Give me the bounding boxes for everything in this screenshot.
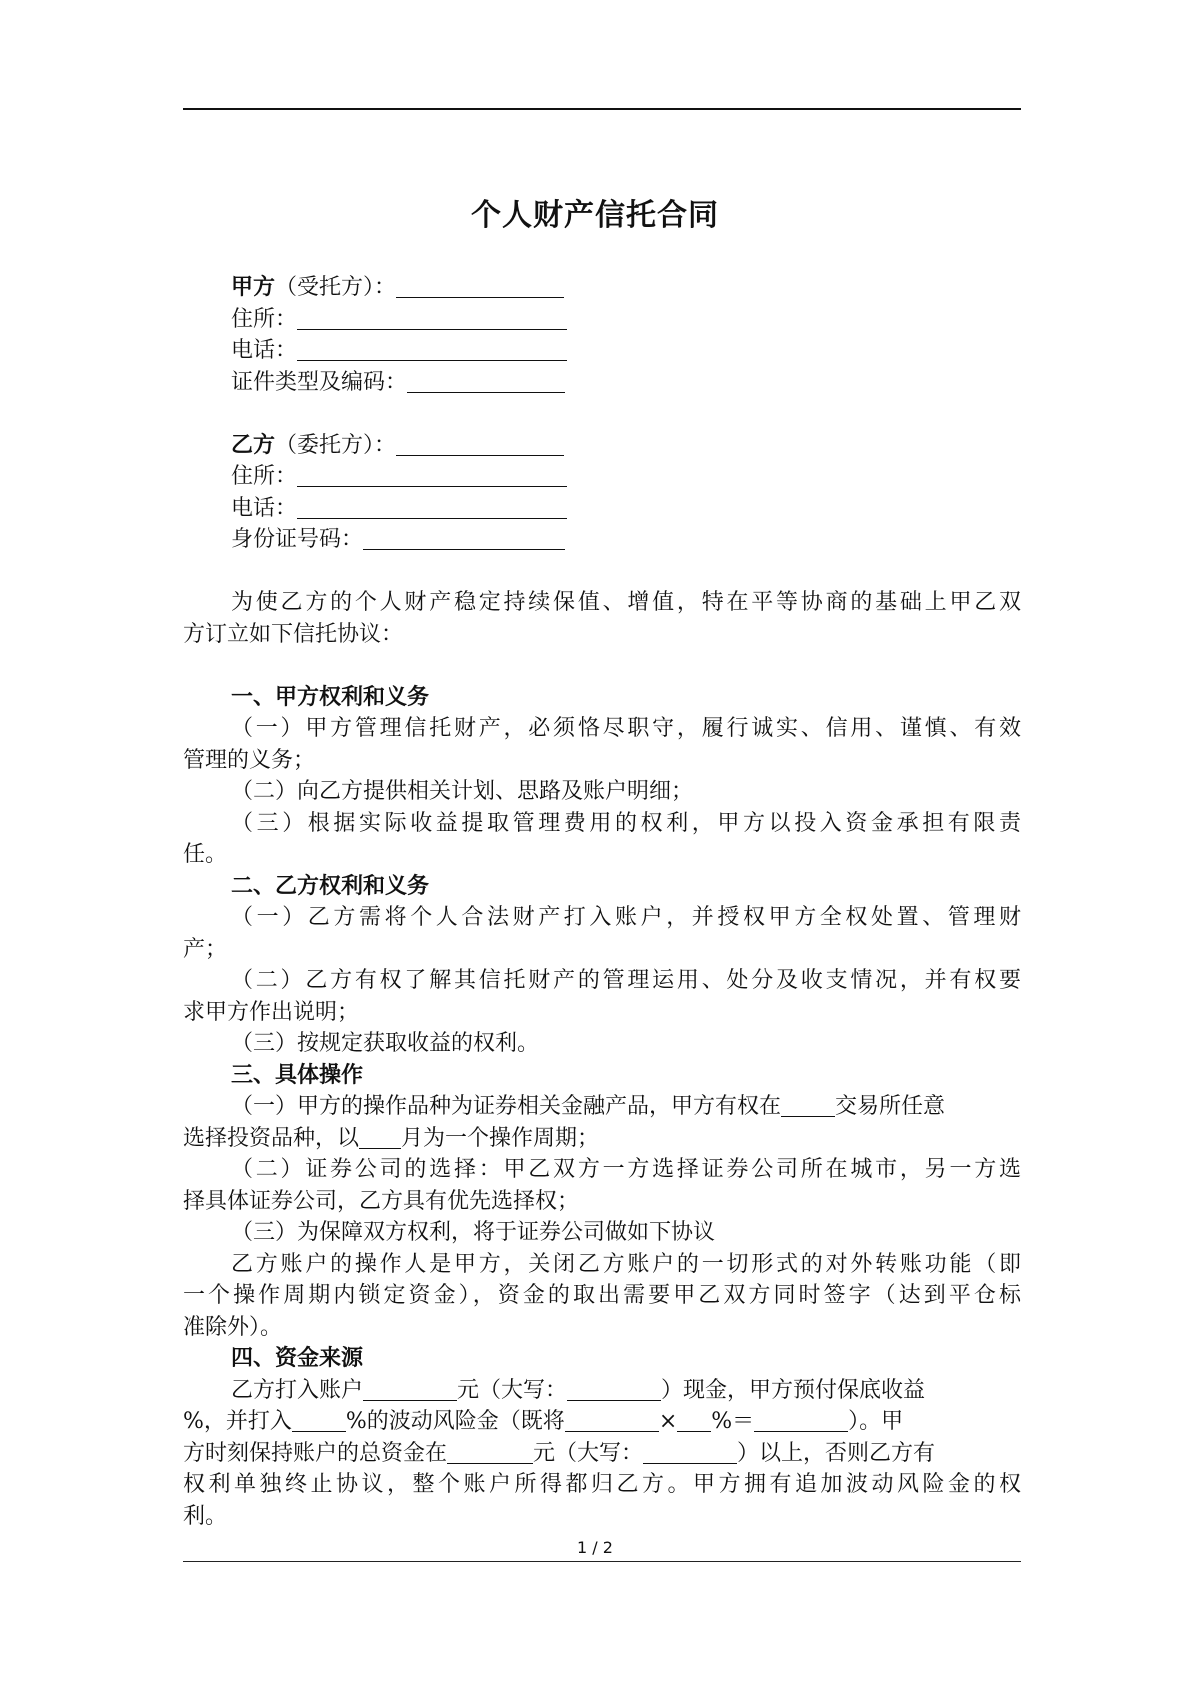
section-4-line-1 <box>183 1375 1021 1407</box>
party-a-address-label: 住所： <box>231 306 298 332</box>
section-4-line-3-a: 方时刻保持账户的总资金在 <box>183 1440 448 1466</box>
section-3-line-1-b: 交易所任意 <box>835 1094 946 1119</box>
party-b-line <box>183 430 1021 462</box>
section-4-line-3 <box>183 1438 1021 1470</box>
contract-body <box>183 272 1021 1532</box>
section-4-line-2-c: × <box>658 1409 678 1434</box>
section-1-line-4: （三）根据实际收益提取管理费用的权利，甲方以投入资金承担有限责 <box>231 810 1021 836</box>
section-3-line-2 <box>183 1123 1021 1155</box>
exchange-blank[interactable] <box>781 1094 835 1117</box>
section-1-line-2: 管理的义务； <box>183 747 316 773</box>
party-b-label: 乙方 <box>231 432 276 458</box>
section-4-line-2-b: %的波动风险金（既将 <box>345 1409 565 1434</box>
section-4-line-3-c: ）以上，否则乙方有 <box>737 1440 936 1466</box>
party-a-id-blank[interactable] <box>407 370 565 393</box>
party-b-idnum-line <box>183 524 1021 556</box>
party-a-label: 甲方 <box>231 275 276 300</box>
header-rule <box>183 108 1021 110</box>
section-4-line-1-a: 乙方打入账户 <box>231 1377 364 1403</box>
party-b-role: （委托方）： <box>275 432 397 458</box>
party-a-address-blank[interactable] <box>297 307 567 330</box>
party-a-name-blank[interactable] <box>396 275 564 298</box>
section-1-line-5: 任。 <box>183 842 228 867</box>
section-3-line-2-a: 选择投资品种，以 <box>183 1125 360 1151</box>
preamble-line-2: 方订立如下信托协议： <box>183 621 404 647</box>
section-4-line-2-e: ）。甲 <box>848 1409 904 1434</box>
section-4-line-5: 利。 <box>183 1503 228 1529</box>
section-3-line-4: 择具体证券公司，乙方具有优先选择权； <box>183 1188 580 1214</box>
risk-result-blank[interactable] <box>754 1409 848 1432</box>
party-a-line <box>183 272 1021 304</box>
section-3-line-6: 乙方账户的操作人是甲方，关闭乙方账户的一切形式的对外转账功能（即 <box>231 1251 1021 1277</box>
document-title: 个人财产信托合同 <box>471 198 719 233</box>
section-3-line-3: （二）证券公司的选择：甲乙双方一方选择证券公司所在城市，另一方选 <box>231 1157 1021 1182</box>
section-1-line-3: （二）向乙方提供相关计划、思路及账户明细； <box>231 779 694 804</box>
party-b-phone-label: 电话： <box>231 495 298 521</box>
party-a-id-label: 证件类型及编码： <box>231 369 408 395</box>
party-b-address-blank[interactable] <box>297 464 567 487</box>
section-4-line-1-b: 元（大写： <box>457 1377 568 1403</box>
footer-rule <box>183 1561 1021 1562</box>
section-4-heading: 四、资金来源 <box>231 1346 364 1371</box>
party-b-phone-line <box>183 493 1021 525</box>
page-number: 1 / 2 <box>577 1538 613 1557</box>
section-2-line-2: 产； <box>183 936 228 962</box>
party-b-idnum-label: 身份证号码： <box>231 527 364 552</box>
min-balance-words-blank[interactable] <box>643 1441 737 1464</box>
section-2-line-5: （三）按规定获取收益的权利。 <box>231 1031 540 1056</box>
party-a-address-line <box>183 304 1021 336</box>
section-4-line-1-c: ）现金，甲方预付保底收益 <box>661 1377 926 1403</box>
section-2-line-1: （一）乙方需将个人合法财产打入账户，并授权甲方全权处置、管理财 <box>231 905 1021 930</box>
section-3-line-1 <box>183 1091 1021 1123</box>
deposit-amount-words-blank[interactable] <box>567 1378 661 1401</box>
section-3-line-1-a: （一）甲方的操作品种为证券相关金融产品，甲方有权在 <box>231 1094 782 1119</box>
period-months-blank[interactable] <box>359 1126 401 1149</box>
party-a-role: （受托方）： <box>275 275 397 300</box>
section-1-line-1: （一）甲方管理信托财产，必须恪尽职守，履行诚实、信用、谨慎、有效 <box>231 716 1021 741</box>
risk-base-blank[interactable] <box>565 1409 659 1432</box>
preamble-line-1: 为使乙方的个人财产稳定持续保值、增值，特在平等协商的基础上甲乙双 <box>231 590 1021 615</box>
min-balance-blank[interactable] <box>447 1441 533 1464</box>
section-4-line-4: 权利单独终止协议，整个账户所得都归乙方。甲方拥有追加波动风险金的权 <box>183 1472 1021 1497</box>
section-3-line-8: 准除外）。 <box>183 1314 283 1340</box>
party-a-phone-blank[interactable] <box>297 338 567 361</box>
party-a-phone-line <box>183 335 1021 367</box>
section-3-line-5: （三）为保障双方权利，将于证券公司做如下协议 <box>231 1220 716 1245</box>
section-2-heading: 二、乙方权利和义务 <box>231 873 430 899</box>
section-3-line-2-b: 月为一个操作周期； <box>401 1125 600 1151</box>
section-4-line-2 <box>183 1406 1021 1438</box>
risk-rate-blank[interactable] <box>677 1409 711 1432</box>
party-b-phone-blank[interactable] <box>297 496 567 519</box>
party-b-address-line <box>183 461 1021 493</box>
party-b-name-blank[interactable] <box>396 433 564 456</box>
section-3-heading: 三、具体操作 <box>231 1062 364 1088</box>
party-a-phone-label: 电话： <box>231 338 298 363</box>
section-4-line-2-d: %＝ <box>711 1409 755 1434</box>
section-2-line-3: （二）乙方有权了解其信托财产的管理运用、处分及收支情况，并有权要 <box>231 968 1021 993</box>
section-4-line-3-b: 元（大写： <box>533 1440 644 1466</box>
section-3-line-7: 一个操作周期内锁定资金），资金的取出需要甲乙双方同时签字（达到平仓标 <box>183 1283 1021 1308</box>
party-a-id-line <box>183 367 1021 399</box>
risk-percent-blank[interactable] <box>292 1409 346 1432</box>
section-2-line-4: 求甲方作出说明； <box>183 999 360 1025</box>
party-b-idnum-blank[interactable] <box>363 527 565 550</box>
section-1-heading: 一、甲方权利和义务 <box>231 684 430 710</box>
section-4-line-2-a: %，并打入 <box>183 1409 292 1434</box>
party-b-address-label: 住所： <box>231 464 298 489</box>
deposit-amount-blank[interactable] <box>363 1378 457 1401</box>
